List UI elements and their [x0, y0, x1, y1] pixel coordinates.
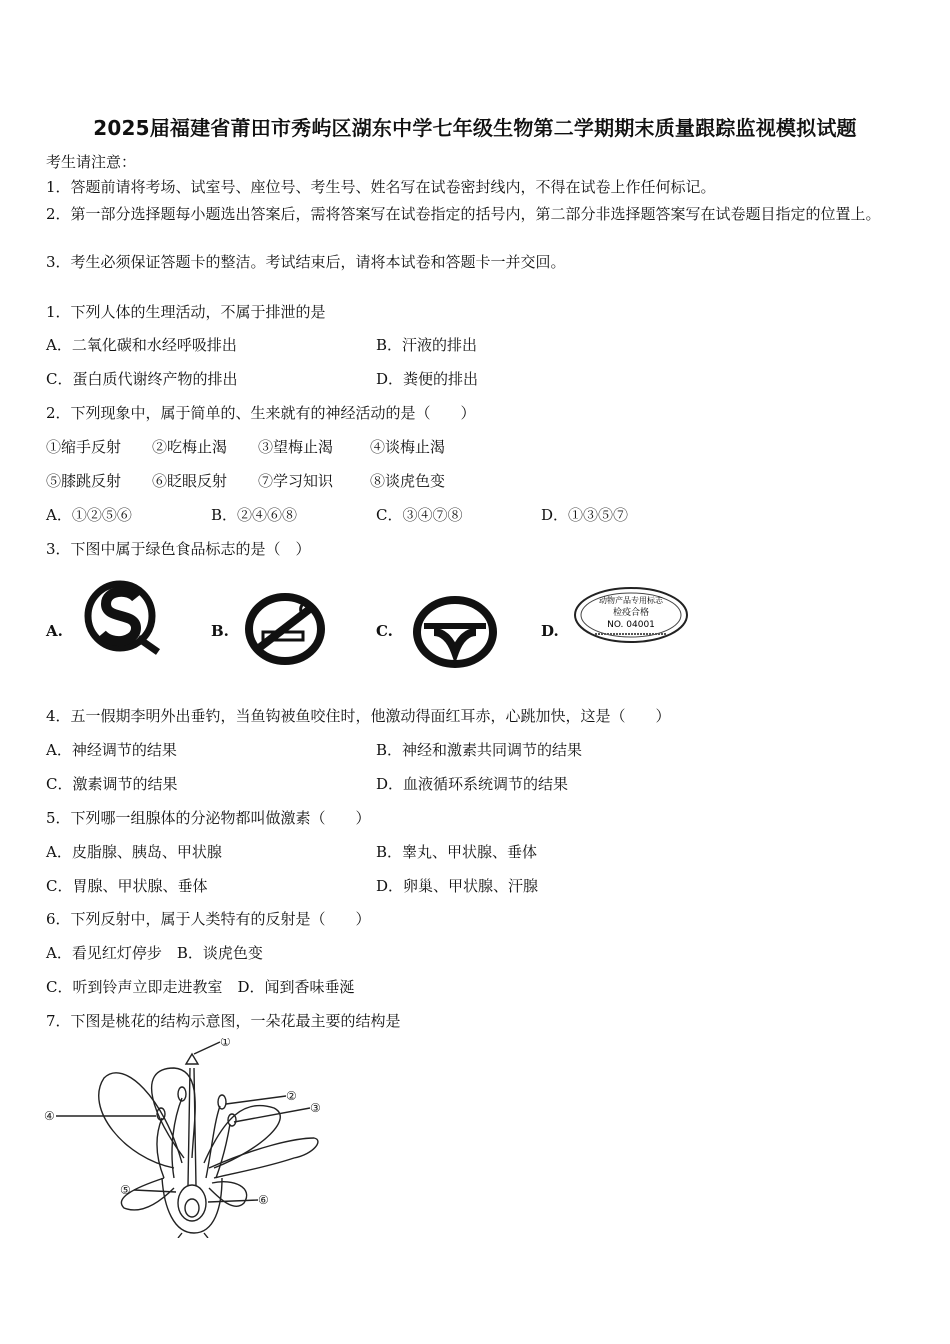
q3-label-a: A. [46, 622, 63, 640]
green-food-logo [412, 596, 498, 668]
marker-4: ④ [44, 1109, 55, 1123]
marker-1: ① [220, 1038, 231, 1049]
inspection-seal-logo [573, 586, 689, 644]
q6-stem: 6．下列反射中，属于人类特有的反射是（ ） [46, 910, 371, 928]
q2-item: ②吃梅止渴 [152, 438, 228, 456]
marker-3: ③ [310, 1101, 321, 1115]
notice-item-3: 3．考生必须保证答题卡的整洁。考试结束后，请将本试卷和答题卡一并交回。 [46, 253, 566, 271]
q1-option-d: D．粪便的排出 [376, 370, 479, 388]
q5-option-c: C．胃腺、甲状腺、垂体 [46, 877, 208, 895]
seal-mid-text: 检疫合格 [612, 608, 650, 618]
q1-option-c: C．蛋白质代谢终产物的排出 [46, 370, 238, 388]
page-title: 2025届福建省莆田市秀屿区湖东中学七年级生物第二学期期末质量跟踪监视模拟试题 [93, 116, 857, 140]
q5-option-a: A．皮脂腺、胰岛、甲状腺 [46, 843, 222, 861]
notice-heading: 考生请注意： [46, 153, 137, 171]
q2-option-d: D．①③⑤⑦ [541, 506, 629, 524]
q2-option-b: B．②④⑥⑧ [211, 506, 298, 524]
q3-label-c: C. [376, 622, 393, 640]
q3-label-d: D. [541, 622, 559, 640]
q2-item: ③望梅止渴 [258, 438, 334, 456]
q3-stem: 3．下图中属于绿色食品标志的是（ ） [46, 540, 311, 558]
q1-stem: 1．下列人体的生理活动，不属于排泄的是 [46, 303, 326, 321]
q2-option-a: A．①②⑤⑥ [46, 506, 132, 524]
marker-6: ⑥ [258, 1193, 269, 1207]
seal-number-text: NO. 04001 [607, 620, 655, 630]
q6-options-ab: A．看见红灯停步 B．谈虎色变 [46, 944, 263, 962]
q2-item: ④谈梅止渴 [370, 438, 446, 456]
q5-option-d: D．卵巢、甲状腺、汗腺 [376, 877, 539, 895]
q4-option-a: A．神经调节的结果 [46, 741, 177, 759]
marker-5: ⑤ [120, 1183, 131, 1197]
no-smoking-logo [243, 592, 327, 666]
q2-item: ⑥眨眼反射 [152, 472, 228, 490]
notice-item-1: 1．答题前请将考场、试室号、座位号、考生号、姓名写在试卷密封线内，不得在试卷上作任何标记。 [46, 178, 716, 196]
q5-option-b: B．睾丸、甲状腺、垂体 [376, 843, 538, 861]
q5-stem: 5．下列哪一组腺体的分泌物都叫做激素（ ） [46, 809, 371, 827]
q2-stem: 2．下列现象中，属于简单的、生来就有的神经活动的是（ ） [46, 404, 476, 422]
q3-label-b: B. [211, 622, 229, 640]
q7-stem: 7．下图是桃花的结构示意图，一朵花最主要的结构是 [46, 1012, 401, 1030]
q4-stem: 4．五一假期李明外出垂钓，当鱼钩被鱼咬住时，他激动得面红耳赤，心跳加快，这是（ ） [46, 707, 671, 725]
peach-flower-diagram [44, 1038, 334, 1238]
qs-quality-logo [80, 580, 164, 656]
q2-item: ⑧谈虎色变 [370, 472, 446, 490]
q4-option-c: C．激素调节的结果 [46, 775, 178, 793]
marker-2: ② [286, 1089, 297, 1103]
notice-item-2: 2．第一部分选择题每小题选出答案后，需将答案写在试卷指定的括号内，第二部分非选择题答案写在试卷题目指定的位置上。 [46, 205, 881, 223]
q2-option-c: C．③④⑦⑧ [376, 506, 463, 524]
seal-top-text: 动物产品专用标志 [599, 596, 663, 605]
q4-option-b: B．神经和激素共同调节的结果 [376, 741, 583, 759]
q2-item: ⑦学习知识 [258, 472, 334, 490]
q1-option-a: A．二氧化碳和水经呼吸排出 [46, 336, 237, 354]
q2-item: ①缩手反射 [46, 438, 122, 456]
q1-option-b: B．汗液的排出 [376, 336, 478, 354]
q2-item: ⑤膝跳反射 [46, 472, 122, 490]
q6-options-cd: C．听到铃声立即走进教室 D．闻到香味垂涎 [46, 978, 355, 996]
q4-option-d: D．血液循环系统调节的结果 [376, 775, 569, 793]
